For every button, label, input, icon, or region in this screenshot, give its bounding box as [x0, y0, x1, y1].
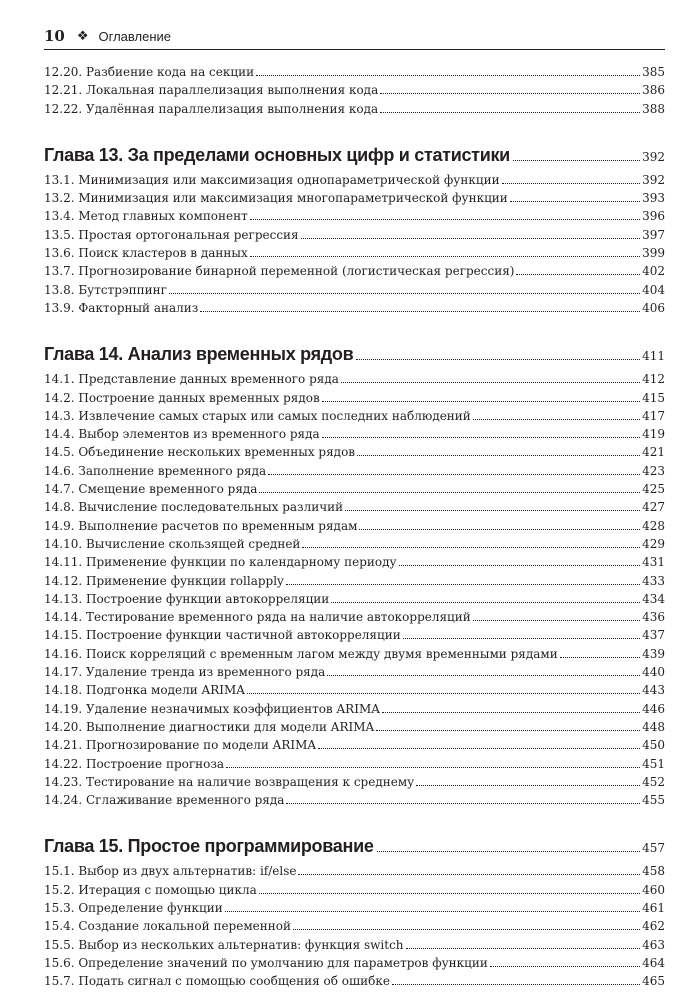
- page-ref: 451: [642, 756, 665, 771]
- toc-entry[interactable]: [44, 480, 665, 498]
- toc-entry[interactable]: [44, 462, 665, 480]
- page-ref: 415: [642, 390, 665, 405]
- dot-leader: [341, 382, 640, 383]
- entry-label: 14.13. Построение функции автокорреляции: [44, 591, 330, 606]
- toc-entry[interactable]: [44, 663, 665, 681]
- page-ref: 439: [642, 646, 665, 661]
- entry-label: 15.4. Создание локальной переменной: [44, 919, 291, 934]
- toc-entry[interactable]: [44, 498, 665, 516]
- toc-entry[interactable]: [44, 736, 665, 754]
- page-ref: 412: [642, 372, 665, 387]
- page-ref: 421: [642, 445, 665, 460]
- entry-label: 14.18. Подгонка модели ARIMA: [44, 683, 245, 698]
- toc-entry[interactable]: [44, 299, 665, 317]
- page-ref: 429: [642, 536, 665, 551]
- toc-entry[interactable]: [44, 81, 665, 99]
- chapter-heading[interactable]: [44, 835, 665, 857]
- toc-entry[interactable]: [44, 281, 665, 299]
- dot-leader: [225, 911, 640, 912]
- chapter-title: Глава 15. Простое программирование: [44, 836, 374, 857]
- toc-entry[interactable]: [44, 207, 665, 225]
- dot-leader: [247, 693, 640, 694]
- dot-leader: [259, 893, 640, 894]
- entry-label: 14.22. Построение прогноза: [44, 756, 225, 771]
- page-ref: 433: [642, 573, 665, 588]
- entry-label: 14.4. Выбор элементов из временного ряда: [44, 427, 320, 442]
- page-ref: 428: [642, 518, 665, 533]
- toc-entry[interactable]: [44, 572, 665, 590]
- page-ref: 406: [642, 300, 665, 315]
- dot-leader: [510, 201, 640, 202]
- dot-leader: [380, 93, 640, 94]
- dot-leader: [256, 75, 640, 76]
- page-ref: 463: [642, 937, 665, 952]
- entry-label: 14.20. Выполнение диагностики для модели ARIMA: [44, 719, 375, 734]
- page-ref: 385: [642, 65, 665, 79]
- entry-label: 14.17. Удаление тренда из временного ряда: [44, 665, 326, 680]
- toc-entry[interactable]: [44, 517, 665, 535]
- page-ref: 443: [642, 683, 665, 698]
- toc-entry[interactable]: [44, 226, 665, 244]
- toc-entry[interactable]: [44, 755, 665, 773]
- toc-entry[interactable]: [44, 389, 665, 407]
- toc-entry[interactable]: [44, 862, 665, 880]
- chapter-heading[interactable]: [44, 144, 665, 166]
- page-ref: 440: [642, 665, 665, 680]
- dot-leader: [250, 256, 640, 257]
- dot-leader: [473, 620, 640, 621]
- entry-label: 12.22. Удалённая параллелизация выполнения кода: [44, 101, 379, 116]
- toc-entry[interactable]: [44, 244, 665, 262]
- page-ref: 446: [642, 701, 665, 716]
- dot-leader: [376, 730, 640, 731]
- page-ref: 461: [642, 900, 665, 915]
- entry-label: 14.1. Представление данных временного ряда: [44, 372, 339, 387]
- header-rule: [44, 49, 665, 50]
- page-ref: 423: [642, 463, 665, 478]
- dot-leader: [286, 803, 640, 804]
- entry-label: 14.10. Вычисление скользящей средней: [44, 536, 301, 551]
- page-ref: 448: [642, 719, 665, 734]
- table-of-contents: [44, 63, 665, 990]
- dot-leader: [250, 219, 640, 220]
- page-ref: 397: [642, 227, 665, 242]
- dot-leader: [169, 293, 640, 294]
- entry-label: 14.6. Заполнение временного ряда: [44, 463, 267, 478]
- toc-entry[interactable]: [44, 370, 665, 388]
- page-ref: 399: [642, 246, 665, 261]
- toc-entry[interactable]: [44, 718, 665, 736]
- entry-label: 14.8. Вычисление последовательных различий: [44, 500, 344, 515]
- toc-entry[interactable]: [44, 681, 665, 699]
- page-ref: 431: [642, 555, 665, 570]
- toc-entry[interactable]: [44, 954, 665, 972]
- entry-label: 12.21. Локальная параллелизация выполнения кода: [44, 83, 379, 98]
- entry-label: 13.1. Минимизация или максимизация однопараметрической функции: [44, 172, 500, 187]
- entry-label: 15.6. Определение значений по умолчанию для параметров функции: [44, 955, 488, 970]
- entry-label: 15.5. Выбор из нескольких альтернатив: функция switch: [44, 937, 404, 952]
- page-ref: 392: [642, 172, 665, 187]
- page-ref: 425: [642, 482, 665, 497]
- dot-leader: [298, 874, 640, 875]
- dot-leader: [327, 675, 640, 676]
- page-ref: 450: [642, 738, 665, 753]
- toc-entry[interactable]: [44, 553, 665, 571]
- entry-label: 14.9. Выполнение расчетов по временным рядам: [44, 518, 358, 533]
- dot-leader: [380, 112, 640, 113]
- toc-entry[interactable]: [44, 936, 665, 954]
- dot-leader: [513, 160, 640, 161]
- page-ref: 458: [642, 864, 665, 879]
- toc-entry[interactable]: [44, 590, 665, 608]
- toc-entry[interactable]: [44, 262, 665, 280]
- dot-leader: [357, 455, 640, 456]
- dot-leader: [293, 929, 640, 930]
- page-ref: 434: [642, 591, 665, 606]
- chapter-title: Глава 14. Анализ временных рядов: [44, 344, 354, 365]
- page-ref: 404: [642, 282, 665, 297]
- dot-leader: [226, 767, 640, 768]
- dot-leader: [416, 785, 640, 786]
- chapter-heading[interactable]: [44, 343, 665, 365]
- page-ref: 437: [642, 628, 665, 643]
- page-ref: 402: [642, 264, 665, 279]
- toc-entry[interactable]: [44, 189, 665, 207]
- dot-leader: [345, 510, 640, 511]
- dot-leader: [516, 274, 640, 275]
- entry-label: 15.1. Выбор из двух альтернатив: if/else: [44, 864, 297, 879]
- page-ref: 419: [642, 427, 665, 442]
- entry-label: 15.7. Подать сигнал с помощью сообщения об ошибке: [44, 974, 390, 989]
- page-ref: 386: [642, 83, 665, 98]
- entry-label: 13.8. Бутстрэппинг: [44, 282, 167, 297]
- page-ref: 452: [642, 774, 665, 789]
- dot-leader: [302, 547, 640, 548]
- entry-label: 14.7. Смещение временного ряда: [44, 482, 258, 497]
- ornament-icon: ❖: [76, 28, 89, 43]
- chapter-title: Глава 13. За пределами основных цифр и статистики: [44, 144, 510, 165]
- page-ref: 388: [642, 101, 665, 116]
- dot-leader: [359, 529, 640, 530]
- dot-leader: [322, 437, 640, 438]
- page-ref: 417: [642, 408, 665, 423]
- page-ref: 396: [642, 209, 665, 224]
- running-header: [44, 25, 664, 47]
- entry-label: 15.2. Итерация с помощью цикла: [44, 882, 257, 897]
- dot-leader: [392, 984, 640, 985]
- dot-leader: [399, 565, 641, 566]
- toc-entry[interactable]: [44, 407, 665, 425]
- page-ref: 393: [642, 191, 665, 206]
- toc-entry[interactable]: [44, 100, 665, 118]
- dot-leader: [322, 401, 640, 402]
- entry-label: 13.2. Минимизация или максимизация многопараметрической функции: [44, 191, 508, 206]
- toc-entry[interactable]: [44, 972, 665, 990]
- dot-leader: [406, 948, 641, 949]
- dot-leader: [382, 712, 640, 713]
- entry-label: 14.19. Удаление незначимых коэффициентов ARIMA: [44, 701, 380, 716]
- toc-entry[interactable]: [44, 700, 665, 718]
- chapter-page-ref: 411: [642, 349, 665, 364]
- chapter-page-ref: 392: [642, 149, 665, 164]
- toc-entry[interactable]: [44, 171, 665, 189]
- entry-label: 14.12. Применение функции rollapply: [44, 573, 284, 588]
- toc-entry[interactable]: [44, 917, 665, 935]
- toc-entry[interactable]: [44, 608, 665, 626]
- entry-label: 14.21. Прогнозирование по модели ARIMA: [44, 738, 317, 753]
- toc-entry[interactable]: [44, 63, 665, 81]
- dot-leader: [301, 238, 640, 239]
- dot-leader: [200, 311, 640, 312]
- page-ref: 455: [642, 793, 665, 808]
- dot-leader: [490, 966, 640, 967]
- dot-leader: [403, 638, 640, 639]
- entry-label: 15.3. Определение функции: [44, 900, 223, 915]
- toc-entry[interactable]: [44, 626, 665, 644]
- dot-leader: [331, 602, 640, 603]
- entry-label: 13.4. Метод главных компонент: [44, 209, 248, 224]
- entry-label: 14.5. Объединение нескольких временных рядов: [44, 445, 356, 460]
- page-ref: 436: [642, 610, 665, 625]
- entry-label: 13.6. Поиск кластеров в данных: [44, 246, 248, 261]
- toc-entry[interactable]: [44, 881, 665, 899]
- entry-label: 14.23. Тестирование на наличие возвращения к среднему: [44, 774, 415, 789]
- dot-leader: [259, 492, 640, 493]
- entry-label: 13.9. Факторный анализ: [44, 300, 199, 315]
- dot-leader: [268, 474, 640, 475]
- entry-label: 13.5. Простая ортогональная регрессия: [44, 227, 299, 242]
- dot-leader: [377, 851, 641, 852]
- toc-entry[interactable]: [44, 645, 665, 663]
- entry-label: 12.20. Разбиение кода на секции: [44, 65, 255, 79]
- toc-entry[interactable]: [44, 443, 665, 461]
- page-ref: 427: [642, 500, 665, 515]
- entry-label: 14.16. Поиск корреляций с временным лагом между двумя временными рядами: [44, 646, 558, 661]
- dot-leader: [286, 584, 640, 585]
- entry-label: 14.3. Извлечение самых старых или самых последних наблюдений: [44, 408, 471, 423]
- page-ref: 465: [642, 974, 665, 989]
- dot-leader: [356, 359, 640, 360]
- toc-entry[interactable]: [44, 535, 665, 553]
- entry-label: 14.15. Построение функции частичной автокорреляции: [44, 628, 401, 643]
- page-number: 10: [44, 27, 65, 45]
- dot-leader: [473, 419, 640, 420]
- entry-label: 13.7. Прогнозирование бинарной переменной (логистическая регрессия): [44, 264, 515, 279]
- page-ref: 464: [642, 955, 665, 970]
- dot-leader: [318, 748, 640, 749]
- toc-entry[interactable]: [44, 791, 665, 809]
- running-title: Оглавление: [98, 28, 172, 44]
- toc-entry[interactable]: [44, 425, 665, 443]
- chapter-page-ref: 457: [642, 841, 665, 856]
- page-ref: 462: [642, 919, 665, 934]
- toc-entry[interactable]: [44, 899, 665, 917]
- entry-label: 14.24. Сглаживание временного ряда: [44, 793, 285, 808]
- dot-leader: [502, 183, 641, 184]
- toc-entry[interactable]: [44, 773, 665, 791]
- entry-label: 14.2. Построение данных временных рядов: [44, 390, 320, 405]
- entry-label: 14.14. Тестирование временного ряда на наличие автокорреляций: [44, 610, 471, 625]
- dot-leader: [560, 657, 640, 658]
- page-ref: 460: [642, 882, 665, 897]
- entry-label: 14.11. Применение функции по календарному периоду: [44, 555, 397, 570]
